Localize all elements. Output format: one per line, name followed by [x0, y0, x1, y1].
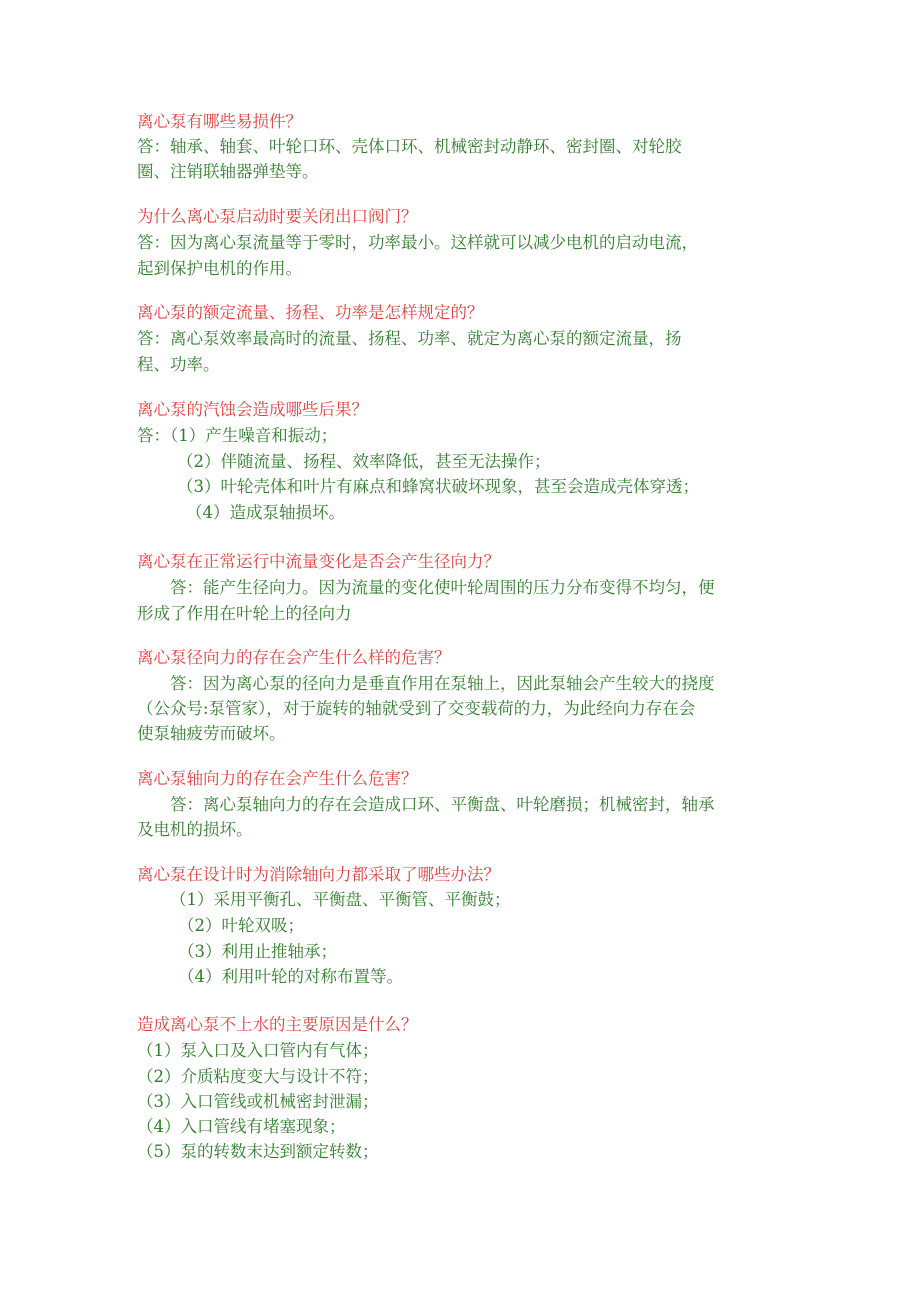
answer-1-line-2: 圈、注销联轴器弹垫等。 — [137, 162, 319, 181]
answer-9-line-5: （5）泵的转数末达到额定转数； — [137, 1142, 379, 1161]
question-2: 为什么离心泵启动时要关闭出口阀门？ — [137, 207, 418, 226]
answer-4-line-3: （3）叶轮壳体和叶片有麻点和蜂窝状破坏现象，甚至会造成壳体穿透； — [177, 477, 699, 496]
answer-7-line-1: 答：离心泵轴向力的存在会造成口环、平衡盘、叶轮磨损；机械密封，轴承 — [170, 795, 715, 814]
answer-9-line-2: （2）介质粘度变大与设计不符； — [137, 1067, 379, 1086]
answer-8-line-2: （2）叶轮双吸； — [178, 916, 304, 935]
answer-6-line-1: 答：因为离心泵的径向力是垂直作用在泵轴上，因此泵轴会产生较大的挠度 — [170, 674, 715, 693]
answer-3-line-2: 程、功率。 — [137, 355, 220, 374]
answer-2-line-1: 答：因为离心泵流量等于零时，功率最小。这样就可以减少电机的启动电流， — [137, 233, 698, 252]
answer-1-line-1: 答：轴承、轴套、叶轮口环、壳体口环、机械密封动静环、密封圈、对轮胶 — [137, 137, 682, 156]
question-5: 离心泵在正常运行中流量变化是否会产生径向力？ — [137, 552, 500, 571]
answer-8-line-3: （3）利用止推轴承； — [178, 942, 337, 961]
question-4: 离心泵的汽蚀会造成哪些后果？ — [137, 400, 368, 419]
answer-9-line-3: （3）入口管线或机械密封泄漏； — [137, 1092, 379, 1111]
question-8: 离心泵在设计时为消除轴向力都采取了哪些办法？ — [137, 865, 500, 884]
answer-4-line-2: （2）伴随流量、扬程、效率降低，甚至无法操作； — [177, 452, 551, 471]
question-1: 离心泵有哪些易损件？ — [137, 112, 302, 131]
answer-8-line-4: （4）利用叶轮的对称布置等。 — [178, 967, 403, 986]
answer-2-line-2: 起到保护电机的作用。 — [137, 259, 302, 278]
answer-9-line-1: （1）泵入口及入口管内有气体； — [137, 1041, 379, 1060]
answer-7-line-2: 及电机的损坏。 — [137, 820, 253, 839]
answer-4-line-4: （4）造成泵轴损坏。 — [186, 503, 345, 522]
question-3: 离心泵的额定流量、扬程、功率是怎样规定的？ — [137, 303, 484, 322]
answer-3-line-1: 答：离心泵效率最高时的流量、扬程、功率、就定为离心泵的额定流量，扬 — [137, 329, 682, 348]
question-6: 离心泵径向力的存在会产生什么样的危害？ — [137, 648, 451, 667]
answer-8-line-1: （1）采用平衡孔、平衡盘、平衡管、平衡鼓； — [170, 890, 511, 909]
answer-5-line-2: 形成了作用在叶轮上的径向力 — [137, 604, 352, 623]
answer-9-line-4: （4）入口管线有堵塞现象； — [137, 1117, 346, 1136]
answer-6-line-2: （公众号:泵管家），对于旋转的轴就受到了交变载荷的力，为此经向力存在会 — [137, 699, 696, 718]
question-9: 造成离心泵不上水的主要原因是什么？ — [137, 1015, 418, 1034]
answer-4-line-1: 答：（1）产生噪音和振动； — [137, 426, 338, 445]
answer-5-line-1: 答：能产生径向力。因为流量的变化使叶轮周围的压力分布变得不均匀，便 — [170, 578, 715, 597]
question-7: 离心泵轴向力的存在会产生什么危害？ — [137, 769, 418, 788]
answer-6-line-3: 使泵轴疲劳而破坏。 — [137, 724, 286, 743]
